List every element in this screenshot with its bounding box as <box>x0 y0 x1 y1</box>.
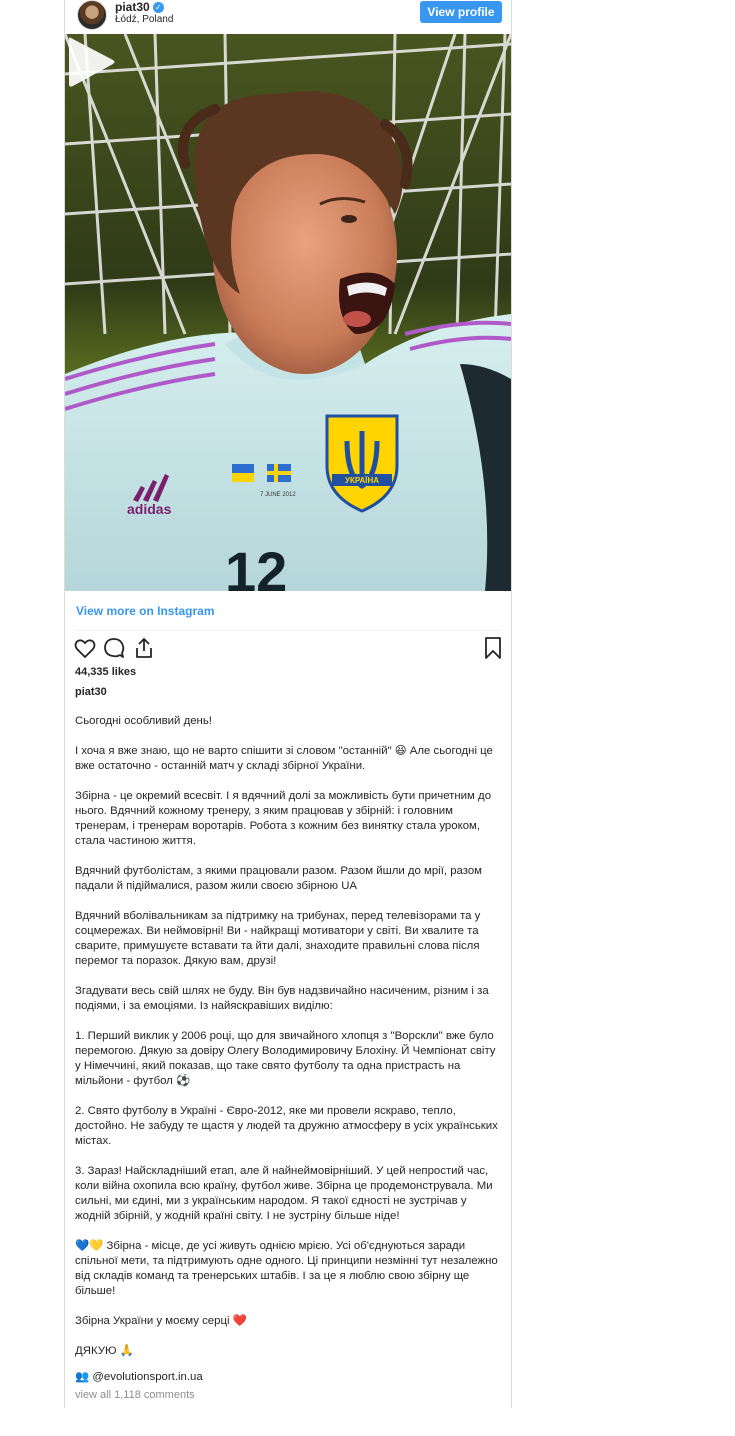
view-all-comments-link[interactable]: view all 1,118 comments <box>75 1389 195 1401</box>
caption-paragraph: Вдячний футболістам, з якими працювали разом. Разом йшли до мрії, разом падали й підіймалися, разом жили своєю збірною UA <box>75 865 483 892</box>
caption-paragraph: І хоча я вже знаю, що не варто спішити зі словом "останній" 😆 Але сьогодні це вже остаточно - останній матч у складі збірної України. <box>75 745 493 772</box>
likes-count[interactable]: 44,335 likes <box>75 666 137 678</box>
avatar[interactable] <box>77 0 107 30</box>
caption-paragraph: Сьогодні особливий день! <box>75 715 212 727</box>
video-media[interactable] <box>65 34 511 591</box>
divider <box>75 630 500 631</box>
action-bar <box>65 636 511 662</box>
goalkeeper-photo <box>65 34 511 591</box>
view-more-link[interactable]: View more on Instagram <box>76 604 215 618</box>
view-profile-button[interactable]: View profile <box>420 1 502 23</box>
verified-badge-icon: ✓ <box>153 2 164 13</box>
comment-icon[interactable] <box>102 636 126 660</box>
caption-paragraph: Збірна - це окремий всесвіт. І я вдячний долі за можливість бути причетним до нього. Вдячний кожному тренеру, з яким працював у збірній: і головним тренерам, і тренерам воротарів. Робота з кожним без винятку стала уроком, стала частиною життя. <box>75 790 492 847</box>
bookmark-icon[interactable] <box>481 636 505 660</box>
heart-icon[interactable] <box>73 636 97 660</box>
caption-paragraph: Вдячний вболівальникам за підтримку на трибунах, перед телевізорами та у соцмережах. Ви неймовірні! Ви - найкращі мотиватори у світі. Ви хвалите та сварите, примушуєте вставати та йти далі, знаходите правильні слова після перемог та поразок. Дякую вам, друзі! <box>75 910 481 967</box>
caption-text <box>75 714 503 1374</box>
instagram-embed-card <box>64 0 512 1408</box>
caption-paragraph: ДЯКУЮ 🙏 <box>75 1345 134 1357</box>
location[interactable]: Łódź, Poland <box>115 14 174 25</box>
caption-paragraph: 3. Зараз! Найскладніший етап, але й найнеймовірніший. У цей непростий час, коли війна охопила всю країну, футбол живе. Збірна це продемонструвала. Ми сильні, ми єдині, ми з українським народом. Я такої єдності не зустрічав у жодній збірній, у жодній країні світу. І не зустріну більше ніде! <box>75 1165 493 1222</box>
username[interactable]: piat30 <box>115 0 150 14</box>
caption-paragraph: Збірна України у моєму серці ❤️ <box>75 1315 247 1327</box>
crest-text: УКРАЇНА <box>344 476 380 485</box>
shirt-brand-text: adidas <box>127 501 172 517</box>
caption-paragraph: 1. Перший виклик у 2006 році, що для звичайного хлопця з "Ворскли" вже було перемогою. Дякую за довіру Олегу Володимировичу Блохіну. Й Чемпіонат світу у Німеччині, який показав, що таке свято футболу та одна пристрасть на мільйони - футбол ⚽ <box>75 1030 496 1087</box>
caption-username[interactable]: piat30 <box>75 686 107 698</box>
caption-paragraph: Згадувати весь свій шлях не буду. Він був надзвичайно насиченим, різним і за подіями, і за емоціями. Із найяскравіших виділю: <box>75 985 489 1012</box>
caption-paragraph: 2. Свято футболу в Україні - Євро-2012, яке ми провели яскраво, тепло, достойно. Не забуду те щастя у людей та дружню атмосферу в усіх українських містах. <box>75 1105 498 1147</box>
match-date-text: 7 JUNE 2012 <box>260 492 296 498</box>
username-row[interactable] <box>115 0 164 14</box>
share-icon[interactable] <box>132 636 156 660</box>
tagged-account[interactable]: 👥 @evolutionsport.in.ua <box>75 1371 203 1383</box>
shirt-number-text: 12 <box>225 540 288 591</box>
play-icon[interactable] <box>65 34 117 90</box>
post-header <box>65 0 511 34</box>
caption-paragraph: 💙💛 Збірна - місце, де усі живуть однією мрією. Усі об'єднуються заради спільної мети, та підтримують одне одного. Ці принципи незмінні тут незалежно від складів команд та тренерських штабів. І за це я люблю свою збірну ще більше! <box>75 1240 498 1297</box>
